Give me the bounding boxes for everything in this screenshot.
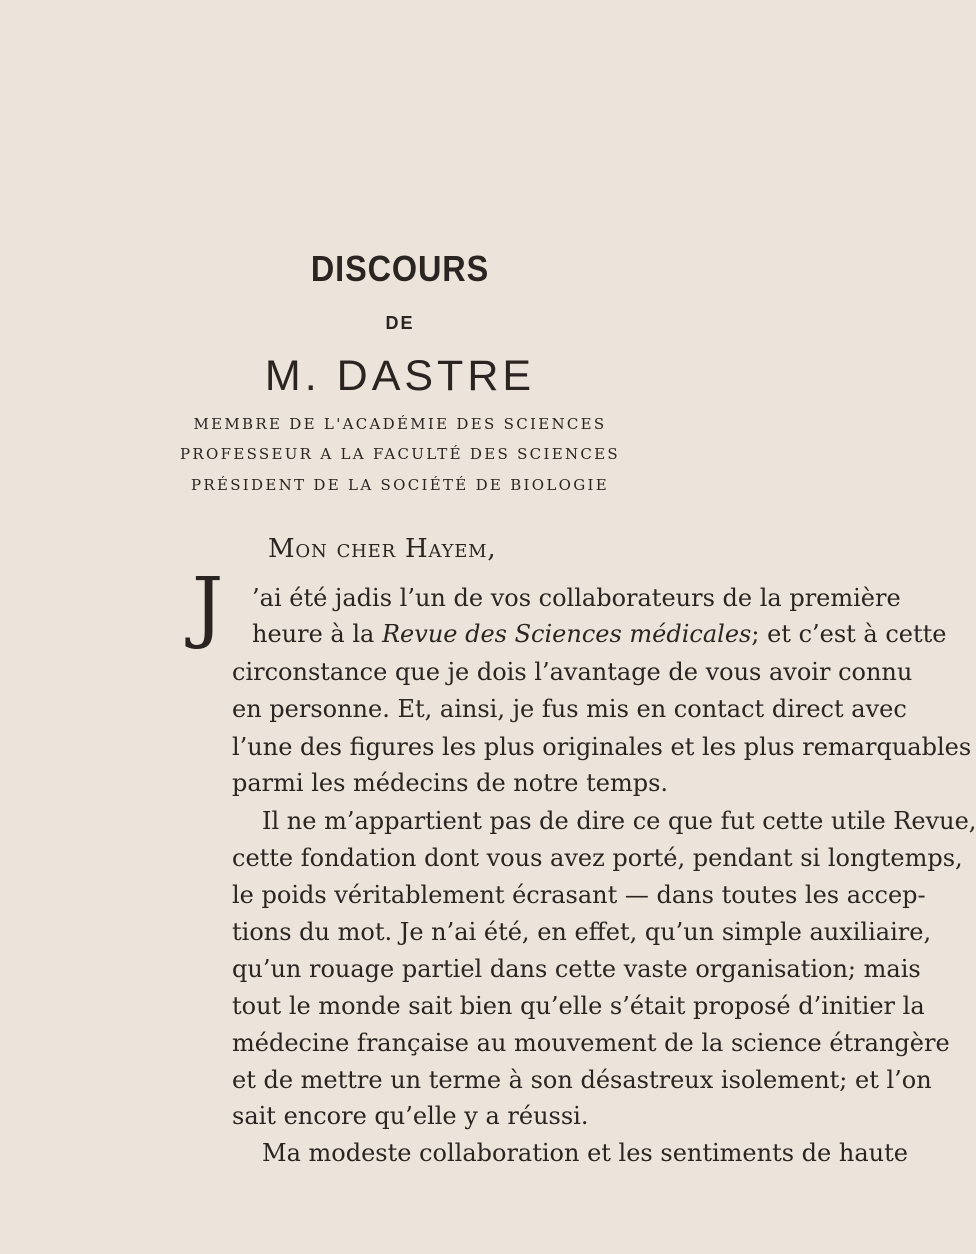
title-discours: DISCOURS [310,248,490,289]
credential-line: PROFESSEUR A LA FACULTÉ DES SCIENCES [180,445,620,463]
credential-line: PRÉSIDENT DE LA SOCIÉTÉ DE BIOLOGIE [191,476,609,494]
text-line: tions du mot. Je n’ai été, en effet, qu’un simple auxiliaire, [232,918,932,946]
text-line: qu’un rouage partiel dans cette vaste organisation; mais [232,955,921,983]
text-line [252,620,947,648]
text-line: tout le monde sait bien qu’elle s’était proposé d’initier la [232,992,925,1020]
text-line: Ma modeste collaboration et les sentiments de haute [262,1139,908,1167]
text-line: médecine française au mouvement de la science étrangère [232,1029,950,1057]
text-line: sait encore qu’elle y a réussi. [232,1102,589,1130]
text-line-content: heure à la Revue des Sciences médicales; et c’est à cette [252,620,947,648]
text-line: le poids véritablement écrasant — dans toutes les accep- [232,881,926,909]
text-line: parmi les médecins de notre temps. [232,769,669,797]
journal-title: Revue des Sciences médicales [381,620,752,648]
text-line: Il ne m’appartient pas de dire ce que fut cette utile Revue, [262,807,976,835]
text-line: ’ai été jadis l’un de vos collaborateurs de la première [252,584,901,612]
drop-cap: J [192,562,224,652]
salutation: Mon cher Hayem, [268,534,497,564]
credential-line: MEMBRE DE L'ACADÉMIE DES SCIENCES [193,415,607,433]
text-line: et de mettre un terme à son désastreux isolement; et l’on [232,1066,932,1094]
text-line: cette fondation dont vous avez porté, pendant si longtemps, [232,844,963,872]
text-line: en personne. Et, ainsi, je fus mis en contact direct avec [232,695,907,723]
title-preposition: DE [385,313,415,333]
text-line: l’une des figures les plus originales et les plus remarquables [232,733,972,761]
text-line: circonstance que je dois l’avantage de vous avoir connu [232,658,913,686]
author-name: M. DASTRE [264,352,536,400]
